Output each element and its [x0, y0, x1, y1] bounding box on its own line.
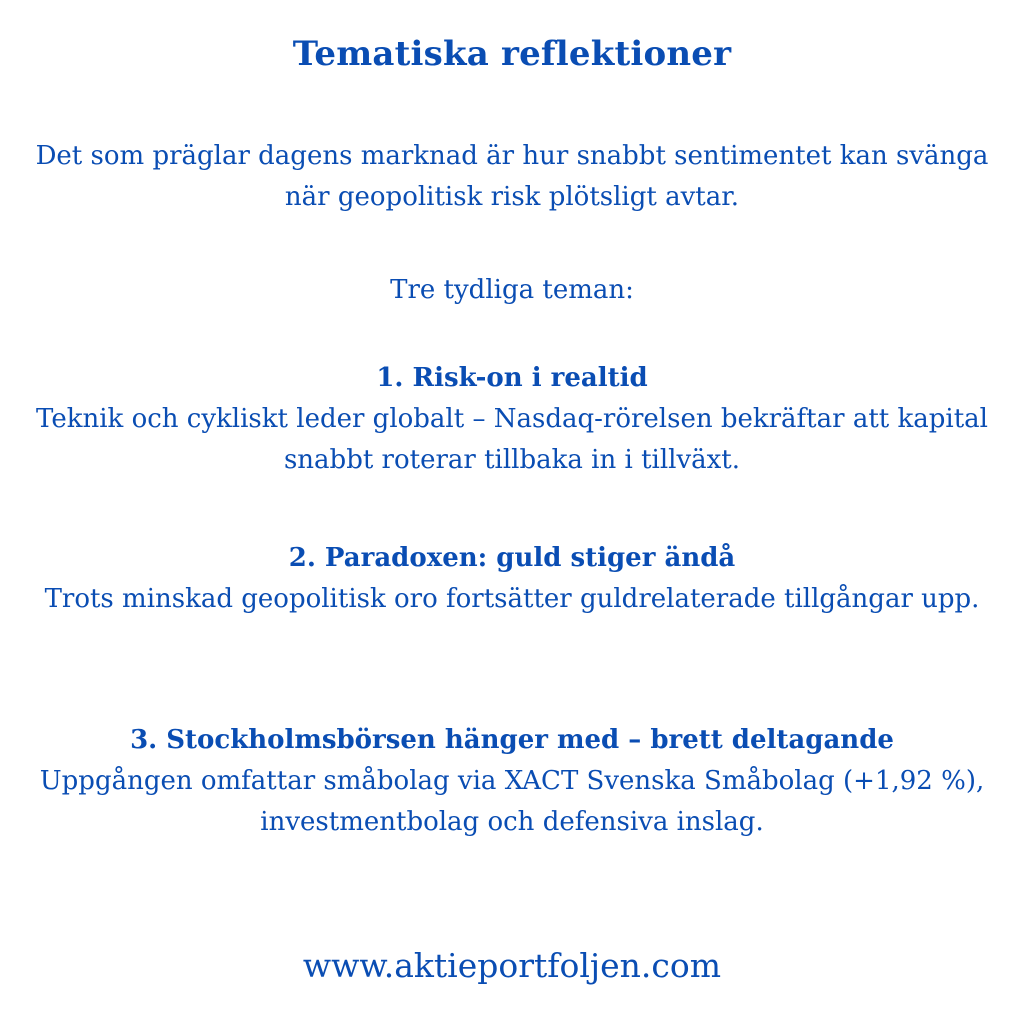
themes-label: Tre tydliga teman: — [390, 275, 634, 305]
theme-2 — [30, 538, 994, 620]
theme-1-heading: 1. Risk-on i realtid — [376, 363, 648, 393]
theme-3 — [30, 720, 994, 843]
theme-2-text: Trots minskad geopolitisk oro fortsätter guldrelaterade tillgångar upp. — [44, 584, 980, 614]
page-title: Tematiska reflektioner — [292, 34, 732, 74]
theme-1 — [30, 358, 994, 481]
theme-1-text: Teknik och cykliskt leder globalt – Nasdaq-rörelsen bekräftar att kapital snabbt roterar tillbaka in i tillväxt. — [36, 404, 988, 475]
theme-2-heading: 2. Paradoxen: guld stiger ändå — [288, 543, 736, 573]
website-url: www.aktieportfoljen.com — [302, 946, 722, 985]
intro-paragraph: Det som präglar dagens marknad är hur snabbt sentimentet kan svänga när geopolitisk risk plötsligt avtar. — [35, 141, 989, 212]
theme-3-text: Uppgången omfattar småbolag via XACT Svenska Småbolag (+1,92 %), investmentbolag och defensiva inslag. — [39, 766, 985, 837]
theme-3-heading: 3. Stockholmsbörsen hänger med – brett deltagande — [130, 725, 894, 755]
